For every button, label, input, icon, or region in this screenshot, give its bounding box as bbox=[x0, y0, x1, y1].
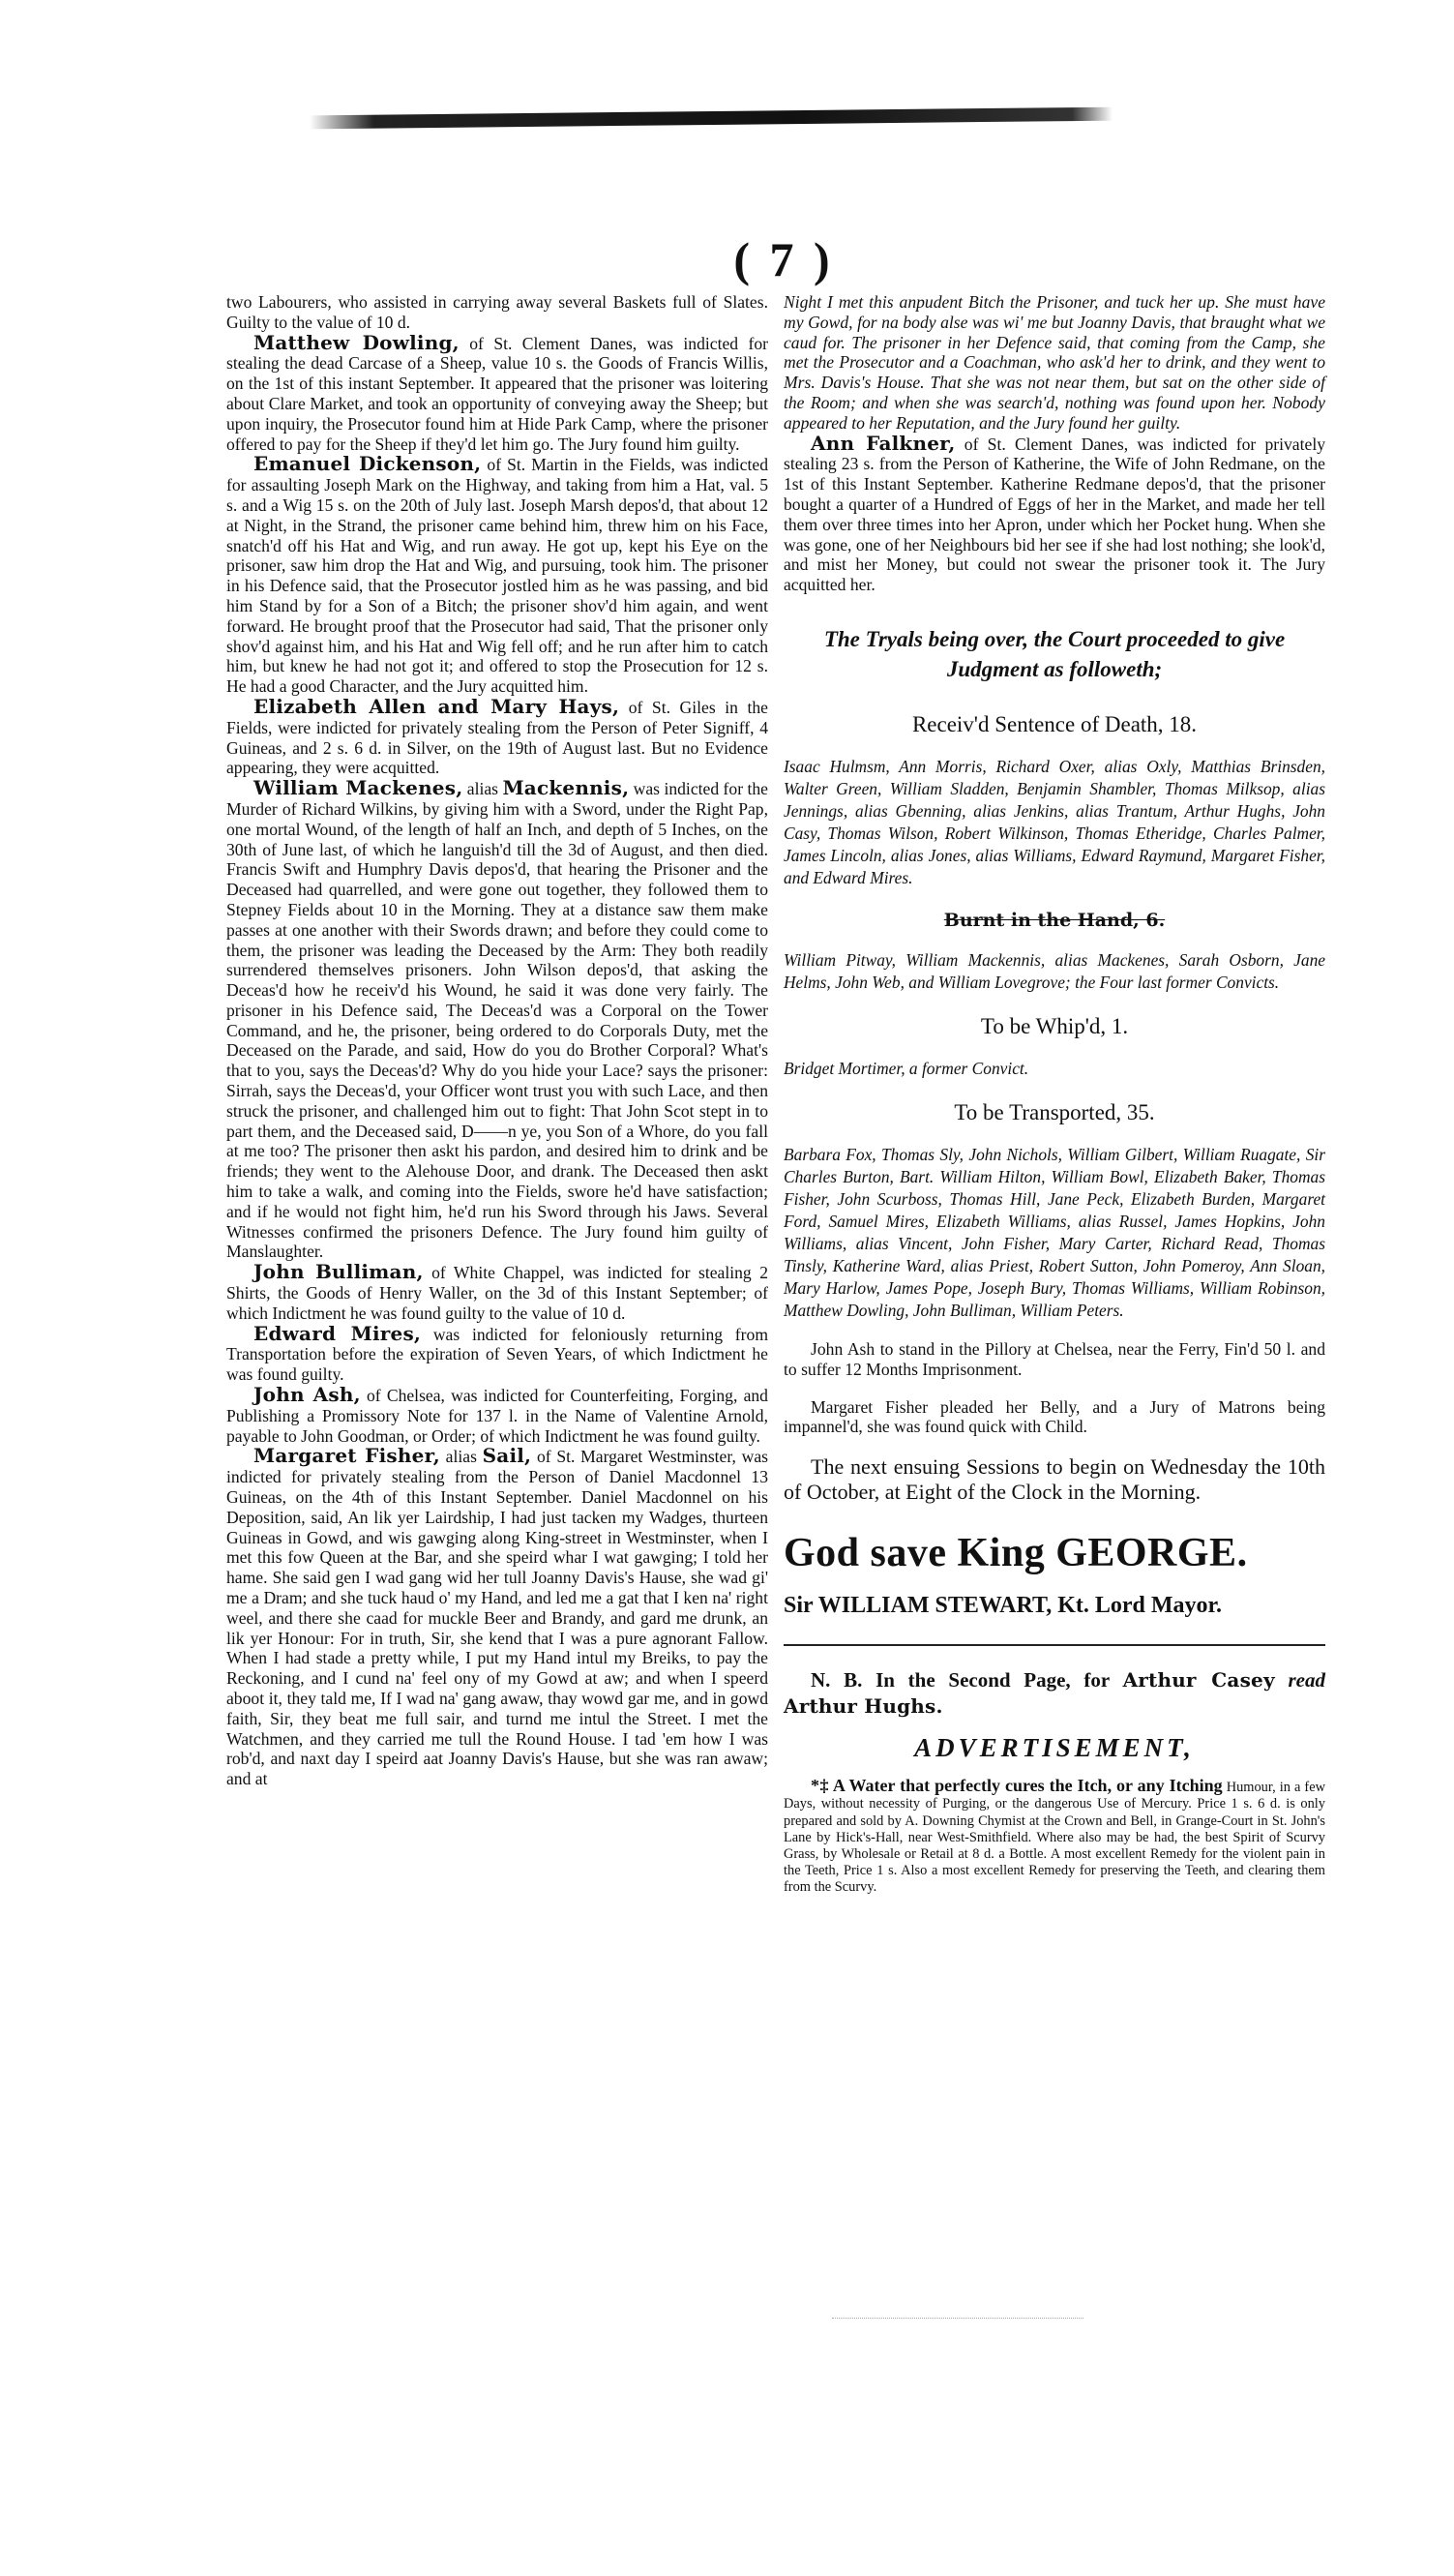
transported-names: Barbara Fox, Thomas Sly, John Nichols, William Gilbert, William Ruagate, Sir Charles Burton, Bart. William Hilton, William Bowl, Elizabeth Baker, Thomas Fisher, John Scurboss, Thomas Hill, Jane Peck, Elizabeth Burden, Margaret Ford, Samuel Mires, Elizabeth Williams, alias Russel, James Hopkins, John Williams, alias Vincent, John Fisher, Mary Carter, Richard Read, Thomas Tinsly, Katherine Ward, alias Priest, Robert Sutton, John Pomeroy, Ann Sloan, Mary Harlow, James Pope, Joseph Bury, Thomas Williams, William Robinson, Matthew Dowling, John Bulliman, William Peters. bbox=[784, 1144, 1325, 1320]
ash-sentence: John Ash to stand in the Pillory at Chelsea, near the Ferry, Fin'd 50 l. and to suffer 12 Months Imprisonment. bbox=[784, 1338, 1325, 1379]
section-divider bbox=[784, 1644, 1325, 1646]
case-bulliman bbox=[226, 1262, 768, 1323]
case-dowling bbox=[226, 330, 768, 455]
whipd-heading: To be Whip'd, 1. bbox=[980, 1013, 1129, 1038]
case-text: was indicted for feloniously returning from Transportation before the expiration of Seven Years, of which Indictment he was found guilty. bbox=[226, 1324, 769, 1385]
alias-text: alias bbox=[439, 1447, 483, 1467]
nb-correct-name: Arthur Hughs. bbox=[784, 1694, 943, 1719]
defendant-name: Elizabeth Allen and Mary Hays, bbox=[253, 694, 620, 718]
defendant-name: John Ash, bbox=[253, 1383, 361, 1407]
whipd-names: Bridget Mortimer, a former Convict. bbox=[784, 1058, 1029, 1078]
case-ash bbox=[226, 1385, 768, 1446]
right-column bbox=[784, 292, 1325, 1897]
nota-bene bbox=[784, 1667, 1325, 1720]
defendant-name: Emanuel Dickenson, bbox=[253, 452, 482, 476]
next-sessions-notice: The next ensuing Sessions to begin on Wednesday the 10th of October, at Eight of the Clock in the Morning. bbox=[784, 1454, 1325, 1505]
fisher-note: Margaret Fisher pleaded her Belly, and a Jury of Matrons being impannel'd, she was found quick with Child. bbox=[784, 1396, 1325, 1437]
paragraph-continued: Night I met this anpudent Bitch the Prisoner, and tuck her up. She must have my Gowd, for na body alse was wi' me but Joanny Davis, that braught what we caud for. The prisoner in her Defence said, that coming from the Camp, she met the Prosecutor and a Coachman, who ask'd her to drink, and they went to Mrs. Davis's House. That she was not near them, but sat on the other side of the Room; and when she was search'd, nothing was found upon her. Nobody appeared to her Reputation, and the Jury found her guilty. bbox=[784, 292, 1325, 433]
bottom-print-specks bbox=[832, 2318, 1083, 2322]
paragraph-continued: two Labourers, who assisted in carrying away several Baskets full of Slates. Guilty to the value of 10 d. bbox=[226, 292, 768, 332]
nb-wrong-name: Arthur Casey bbox=[1122, 1668, 1275, 1692]
defendant-name: Matthew Dowling, bbox=[253, 330, 460, 354]
case-dickenson bbox=[226, 454, 768, 697]
case-text: of St. Clement Danes, was indicted for privately stealing 23 s. from the Person of Katherine, the Wife of John Redmane, on the 1st of this Instant September. Katherine Redmane depos'd, that the prisoner bought a quarter of a Hundred of Eggs of her in the Market, and made her tell them over three times into her Apron, under which her Pocket hung. When she was gone, one of her Neighbours bid her see if she had lost nothing; she look'd, and mist her Money, but could not swear the prisoner took it. The Jury acquitted her. bbox=[784, 434, 1325, 595]
transported-heading: To be Transported, 35. bbox=[954, 1099, 1155, 1124]
defendant-name: William Mackenes, bbox=[253, 776, 463, 800]
case-mackenes bbox=[226, 778, 768, 1262]
defendant-name: Ann Falkner, bbox=[811, 431, 956, 455]
judgment-heading: The Tryals being over, the Court proceeded to give Judgment as followeth; bbox=[823, 626, 1286, 681]
death-sentence-heading: Receiv'd Sentence of Death, 18. bbox=[911, 711, 1198, 736]
god-save-king: God save King GEORGE. bbox=[784, 1531, 1248, 1576]
defendant-name: Margaret Fisher, bbox=[253, 1444, 440, 1468]
nb-read: read bbox=[1274, 1668, 1326, 1692]
defendant-alias-name: Mackennis, bbox=[502, 776, 630, 800]
case-mires bbox=[226, 1321, 769, 1385]
case-text: of White Chappel, was indicted for stealing 2 Shirts, the Goods of Henry Waller, on the 3d of this Instant September; of which Indictment he was found guilty to the value of 10 d. bbox=[226, 1263, 768, 1323]
alias-text: alias bbox=[462, 779, 503, 799]
death-sentence-names: Isaac Hulmsm, Ann Morris, Richard Oxer, alias Oxly, Matthias Brinsden, Walter Green, William Sladden, Benjamin Shambler, Thomas Milksop, alias Jennings, alias Gbenning, alias Jenkins, alias Trantum, Arthur Hughs, John Casy, Thomas Wilson, Robert Wilkinson, Thomas Etheridge, Charles Palmer, James Lincoln, alias Jones, alias Williams, Edward Raymund, Margaret Fisher, and Edward Mires. bbox=[784, 756, 1325, 887]
burnt-in-hand-heading bbox=[784, 907, 1325, 934]
lord-mayor: Sir WILLIAM STEWART, Kt. Lord Mayor. bbox=[784, 1593, 1222, 1619]
defendant-alias-name: Sail, bbox=[482, 1444, 532, 1468]
page-number: ( 7 ) bbox=[733, 232, 834, 286]
advertisement-body bbox=[784, 1778, 1325, 1896]
advertisement-title: ADVERTISEMENT, bbox=[914, 1733, 1195, 1763]
left-column bbox=[226, 292, 768, 1789]
case-allen-hays bbox=[226, 694, 768, 778]
case-text: of St. Clement Danes, was indicted for stealing the dead Carcase of a Sheep, value 10 s. the Goods of Francis Willis, on the 1st of this instant September. It appeared that the prisoner was loitering about Clare Market, and took an opportunity of conveying away the Sheep; but upon inquiry, the Prosecutor found him at Hide Park Camp, where the prisoner offered to pay for the Sheep if they'd let him go. The Jury found him guilty. bbox=[226, 333, 768, 454]
case-text: of St. Giles in the Fields, were indicted for privately stealing from the Person of Peter Signiff, 4 Guineas, and 2 s. 6 d. in Silver, on the 19th of August last. But no Evidence appearing, they were acquitted. bbox=[226, 697, 768, 778]
nb-prefix: N. B. In the Second Page, for bbox=[811, 1668, 1123, 1692]
advertisement-text: Humour, in a few Days, without necessity of Purging, or the dangerous Use of Mercury. Price 1 s. 6 d. is only prepared and sold by A. Downing Chymist at the Crown and Bell, in Grange-Court in St. John's Lane by Hick's-Hall, near West-Smithfield. Where also may be had, the best Spirit of Scurvy Grass, by Wholesale or Retail at 8 d. a Bottle. A most excellent Remedy for the violent pain in the Teeth, Price 1 s. Also a most excellent Remedy for preserving the Teeth, and clearing them from the Scurvy. bbox=[784, 1780, 1326, 1896]
burnt-in-hand-text: Burnt in the Hand, 6. bbox=[943, 909, 1166, 931]
advertisement-lead: *‡ A Water that perfectly cures the Itch, or any Itching bbox=[811, 1776, 1223, 1796]
defendant-name: John Bulliman, bbox=[253, 1260, 424, 1284]
burnt-in-hand-names: William Pitway, William Mackennis, alias Mackenes, Sarah Osborn, Jane Helms, John Web, and William Lovegrove; the Four last former Convicts. bbox=[784, 949, 1325, 992]
case-text: was indicted for the Murder of Richard Wilkins, by giving him with a Sword, under the Right Pap, one mortal Wound, of the length of half an Inch, and depth of 5 Inches, on the 30th of June last, of which he languish'd till the 3d of August, and then died. Francis Swift and Humphry Davis depos'd, that hearing the Prisoner and the Deceased had quarrelled, and were gone out together, they followed them to Stepney Fields about 10 in the Morning. They at a distance saw them make passes at one another with their Swords drawn; and before they could come to them, the prisoner was leading the Deceased by the Arm: They both readily surrendered themselves prisoners. John Wilson depos'd, that asking the Deceas'd how he receiv'd his Wound, he said it was done very fairly. The prisoner in his Defence said, The Deceas'd was a Corporal on the Tower Command, and he, the prisoner, being ordered to do Corporals Duty, met the Deceased on the Parade, and said, How do you do Brother Corporal? What's that to you, says the Deceas'd? Why do you hide your Lace? says the prisoner: Sirrah, says the Deceas'd, your Officer wont trust you with such Lace, and then struck the prisoner, and challenged him out to fight: That John Scot stept in to part them, and the Deceased said, D——n ye, you Son of a Whore, do you fall at me too? The prisoner then askt his pardon, and desired him to drink and be friends; they went to the Alehouse Door, and drank. The Deceased then askt him to take a walk, and coming into the Fields, swore he'd have satisfaction; and if he would not fight him, he'd run his Sword through his Jaws. Several Witnesses confirmed the prisoners Defence. The Jury found him guilty of Manslaughter. bbox=[226, 779, 768, 1262]
case-text: of St. Martin in the Fields, was indicted for assaulting Joseph Mark on the Highway, and taking from him a Hat, val. 5 s. and a Wig 15 s. on the 20th of July last. Joseph Marsh depos'd, that about 12 at Night, in the Strand, the prisoner came behind him, threw him on his Face, snatch'd off his Hat and Wig, and run away. He got up, kept his Eye on the prisoner, saw him drop the Hat and Wig, and pursuing, took him. The prisoner in his Defence said, that the Prosecutor jostled him as he was passing, and bid him Stand by for a Son of a Bitch; the prisoner shov'd him again, and went forward. He brought proof that the Prosecutor had said, That the prisoner only shov'd against him, and his Hat and Wig fell off; and he run after him to catch him, but knew he had not got it; and offered to stop the Prosecution for 12 s. He had a good Character, and the Jury acquitted him. bbox=[226, 455, 768, 697]
case-text: of St. Margaret Westminster, was indicted for privately stealing from the Person of Daniel Macdonnel 13 Guineas, on the 4th of this Instant September. Daniel Macdonnel on his Deposition, said, An lik yer Lairdship, I had just tacken my Wadges, thurteen Guineas in Gowd, and wis gawging along King-street in Westminster, when I met this fow Queen at the Bar, and she speird whar I wat gawging; I told her hame. She said gen I wad gang wid her tull Joanny Davis's Hause, she wad gi' me a Dram; and she tuck haud o' my Hand, and led me a gat that I ken na' right weel, and there she caad for muckle Beer and Brandy, and gard me drunk, an lik yer Honour: For in truth, Sir, she kend that I was a pure agnorant Fallow. When I had stade a pretty while, I put my Hand intul my Breiks, to pay the Reckoning, and I cund na' feel ony of my Gowd at aw; and when I speerd aboot it, they tald me, If I wad na' gang awaw, thay wowd gar me, and in gowd faith, Sir, they beat me full sair, and turnd me intul the Street. I met the Watchmen, and they carried me tull the Round House. I tad 'em how I was rob'd, and naxt day I speird aat Joanny Davis's Hause, but she was ran awaw; and at bbox=[226, 1447, 769, 1789]
case-text: of Chelsea, was indicted for Counterfeiting, Forging, and Publishing a Promissory Note for 137 l. in the Name of Valentine Arnold, payable to John Goodman, or Order; of which Indictment he was found guilty. bbox=[226, 1386, 768, 1446]
case-fisher bbox=[226, 1446, 768, 1789]
case-falkner bbox=[784, 431, 1325, 595]
top-rule-smudge bbox=[310, 107, 1113, 130]
defendant-name: Edward Mires, bbox=[253, 1321, 422, 1345]
